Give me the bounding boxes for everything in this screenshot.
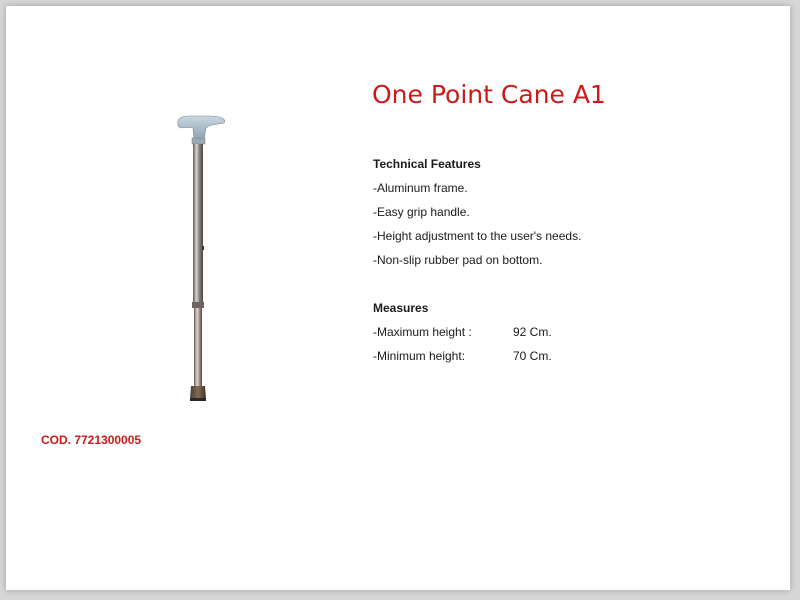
measure-label: -Minimum height:: [373, 349, 466, 363]
measures-heading: Measures: [373, 301, 429, 315]
product-code: COD. 7721300005: [41, 433, 142, 447]
feature-item: -Aluminum frame.: [373, 181, 468, 195]
feature-item: -Easy grip handle.: [373, 205, 470, 219]
measure-value: 92 Cm.: [513, 325, 552, 339]
technical-features-heading: Technical Features: [373, 157, 481, 171]
cane-image: [166, 106, 236, 406]
feature-item: -Non-slip rubber pad on bottom.: [373, 253, 543, 267]
product-title: One Point Cane A1: [372, 80, 606, 109]
feature-item: -Height adjustment to the user's needs.: [373, 229, 582, 243]
measure-label: -Maximum height :: [373, 325, 472, 339]
measure-row-maximum: [373, 325, 633, 341]
measure-row-minimum: [373, 349, 633, 365]
product-sheet: [6, 6, 790, 590]
measure-value: 70 Cm.: [513, 349, 552, 363]
